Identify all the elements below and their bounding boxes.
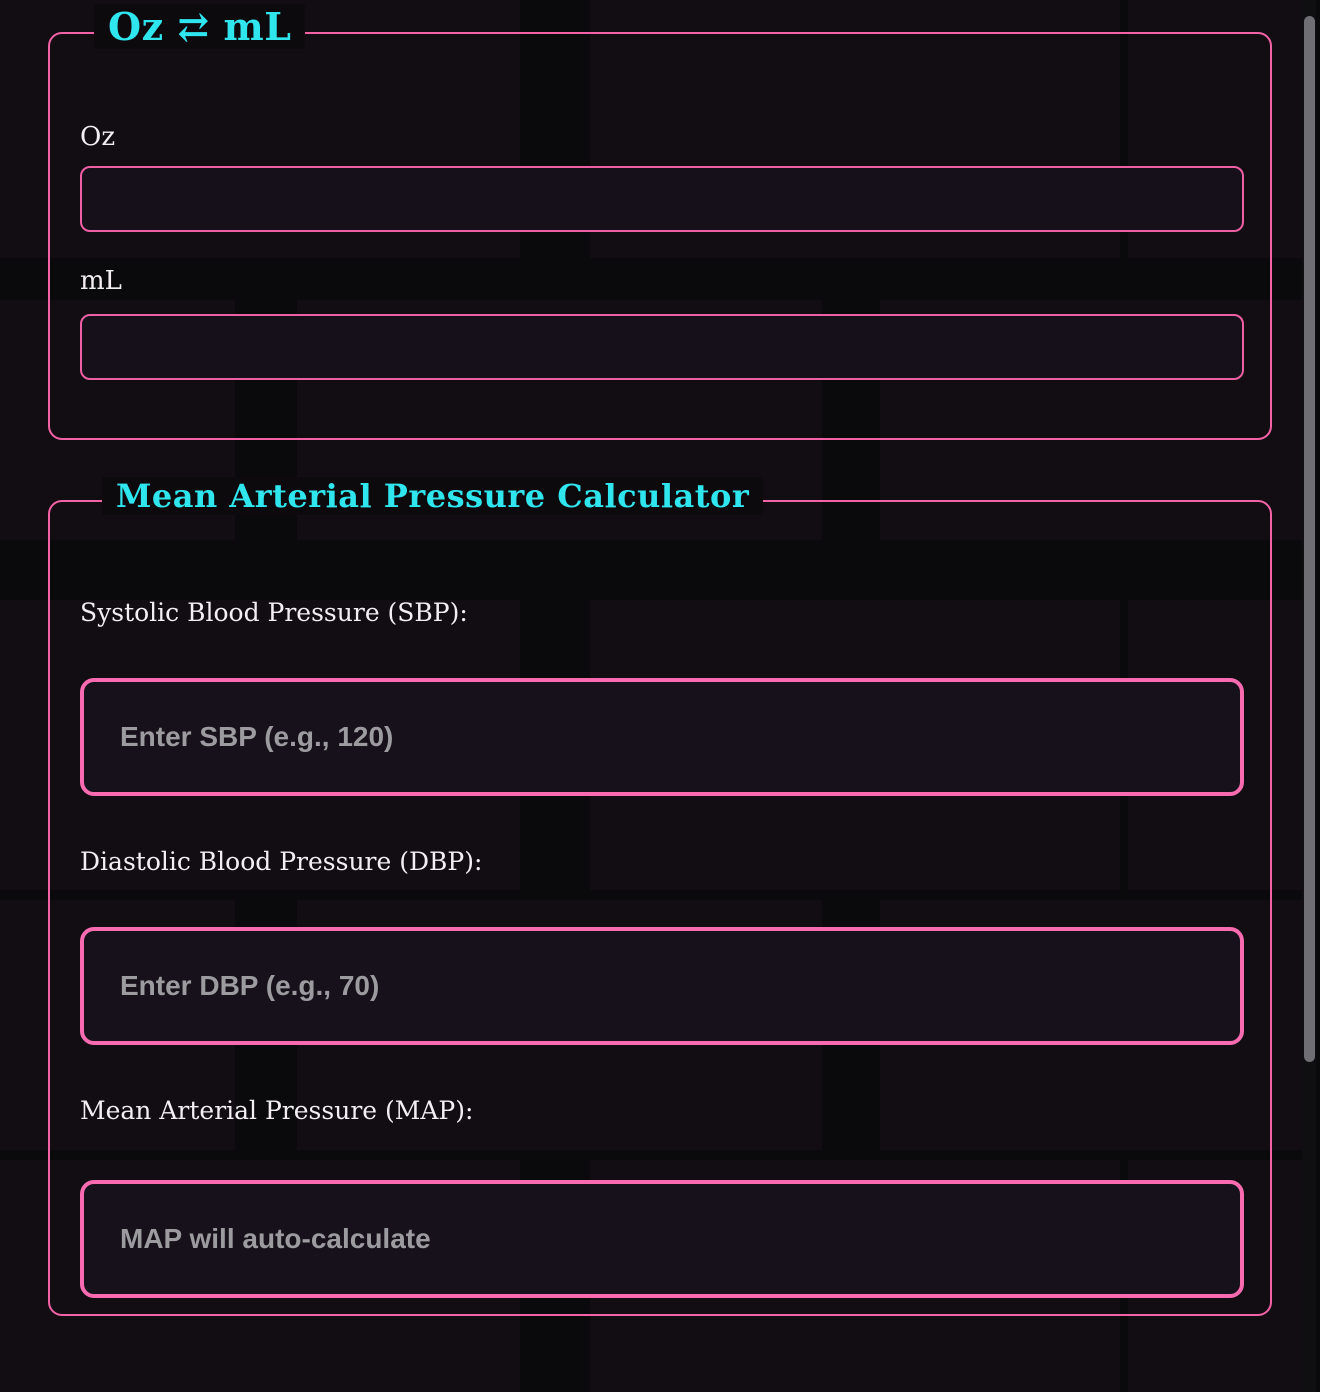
oz-ml-converter-panel [48,4,1272,440]
map-output-input[interactable] [80,1180,1244,1298]
map-panel-title: Mean Arterial Pressure Calculator [102,477,763,515]
dbp-label: Diastolic Blood Pressure (DBP): [80,847,483,876]
vertical-scrollbar-thumb[interactable] [1304,16,1315,1062]
map-label: Mean Arterial Pressure (MAP): [80,1096,474,1125]
sbp-label: Systolic Blood Pressure (SBP): [80,598,468,627]
map-calculator-panel [48,477,1272,1316]
ml-field-label: mL [80,266,122,296]
oz-ml-panel-title: Oz ⇄ mL [94,4,305,49]
ml-input[interactable] [80,314,1244,380]
sbp-input[interactable] [80,678,1244,796]
dbp-input[interactable] [80,927,1244,1045]
oz-input[interactable] [80,166,1244,232]
oz-field-label: Oz [80,122,116,152]
